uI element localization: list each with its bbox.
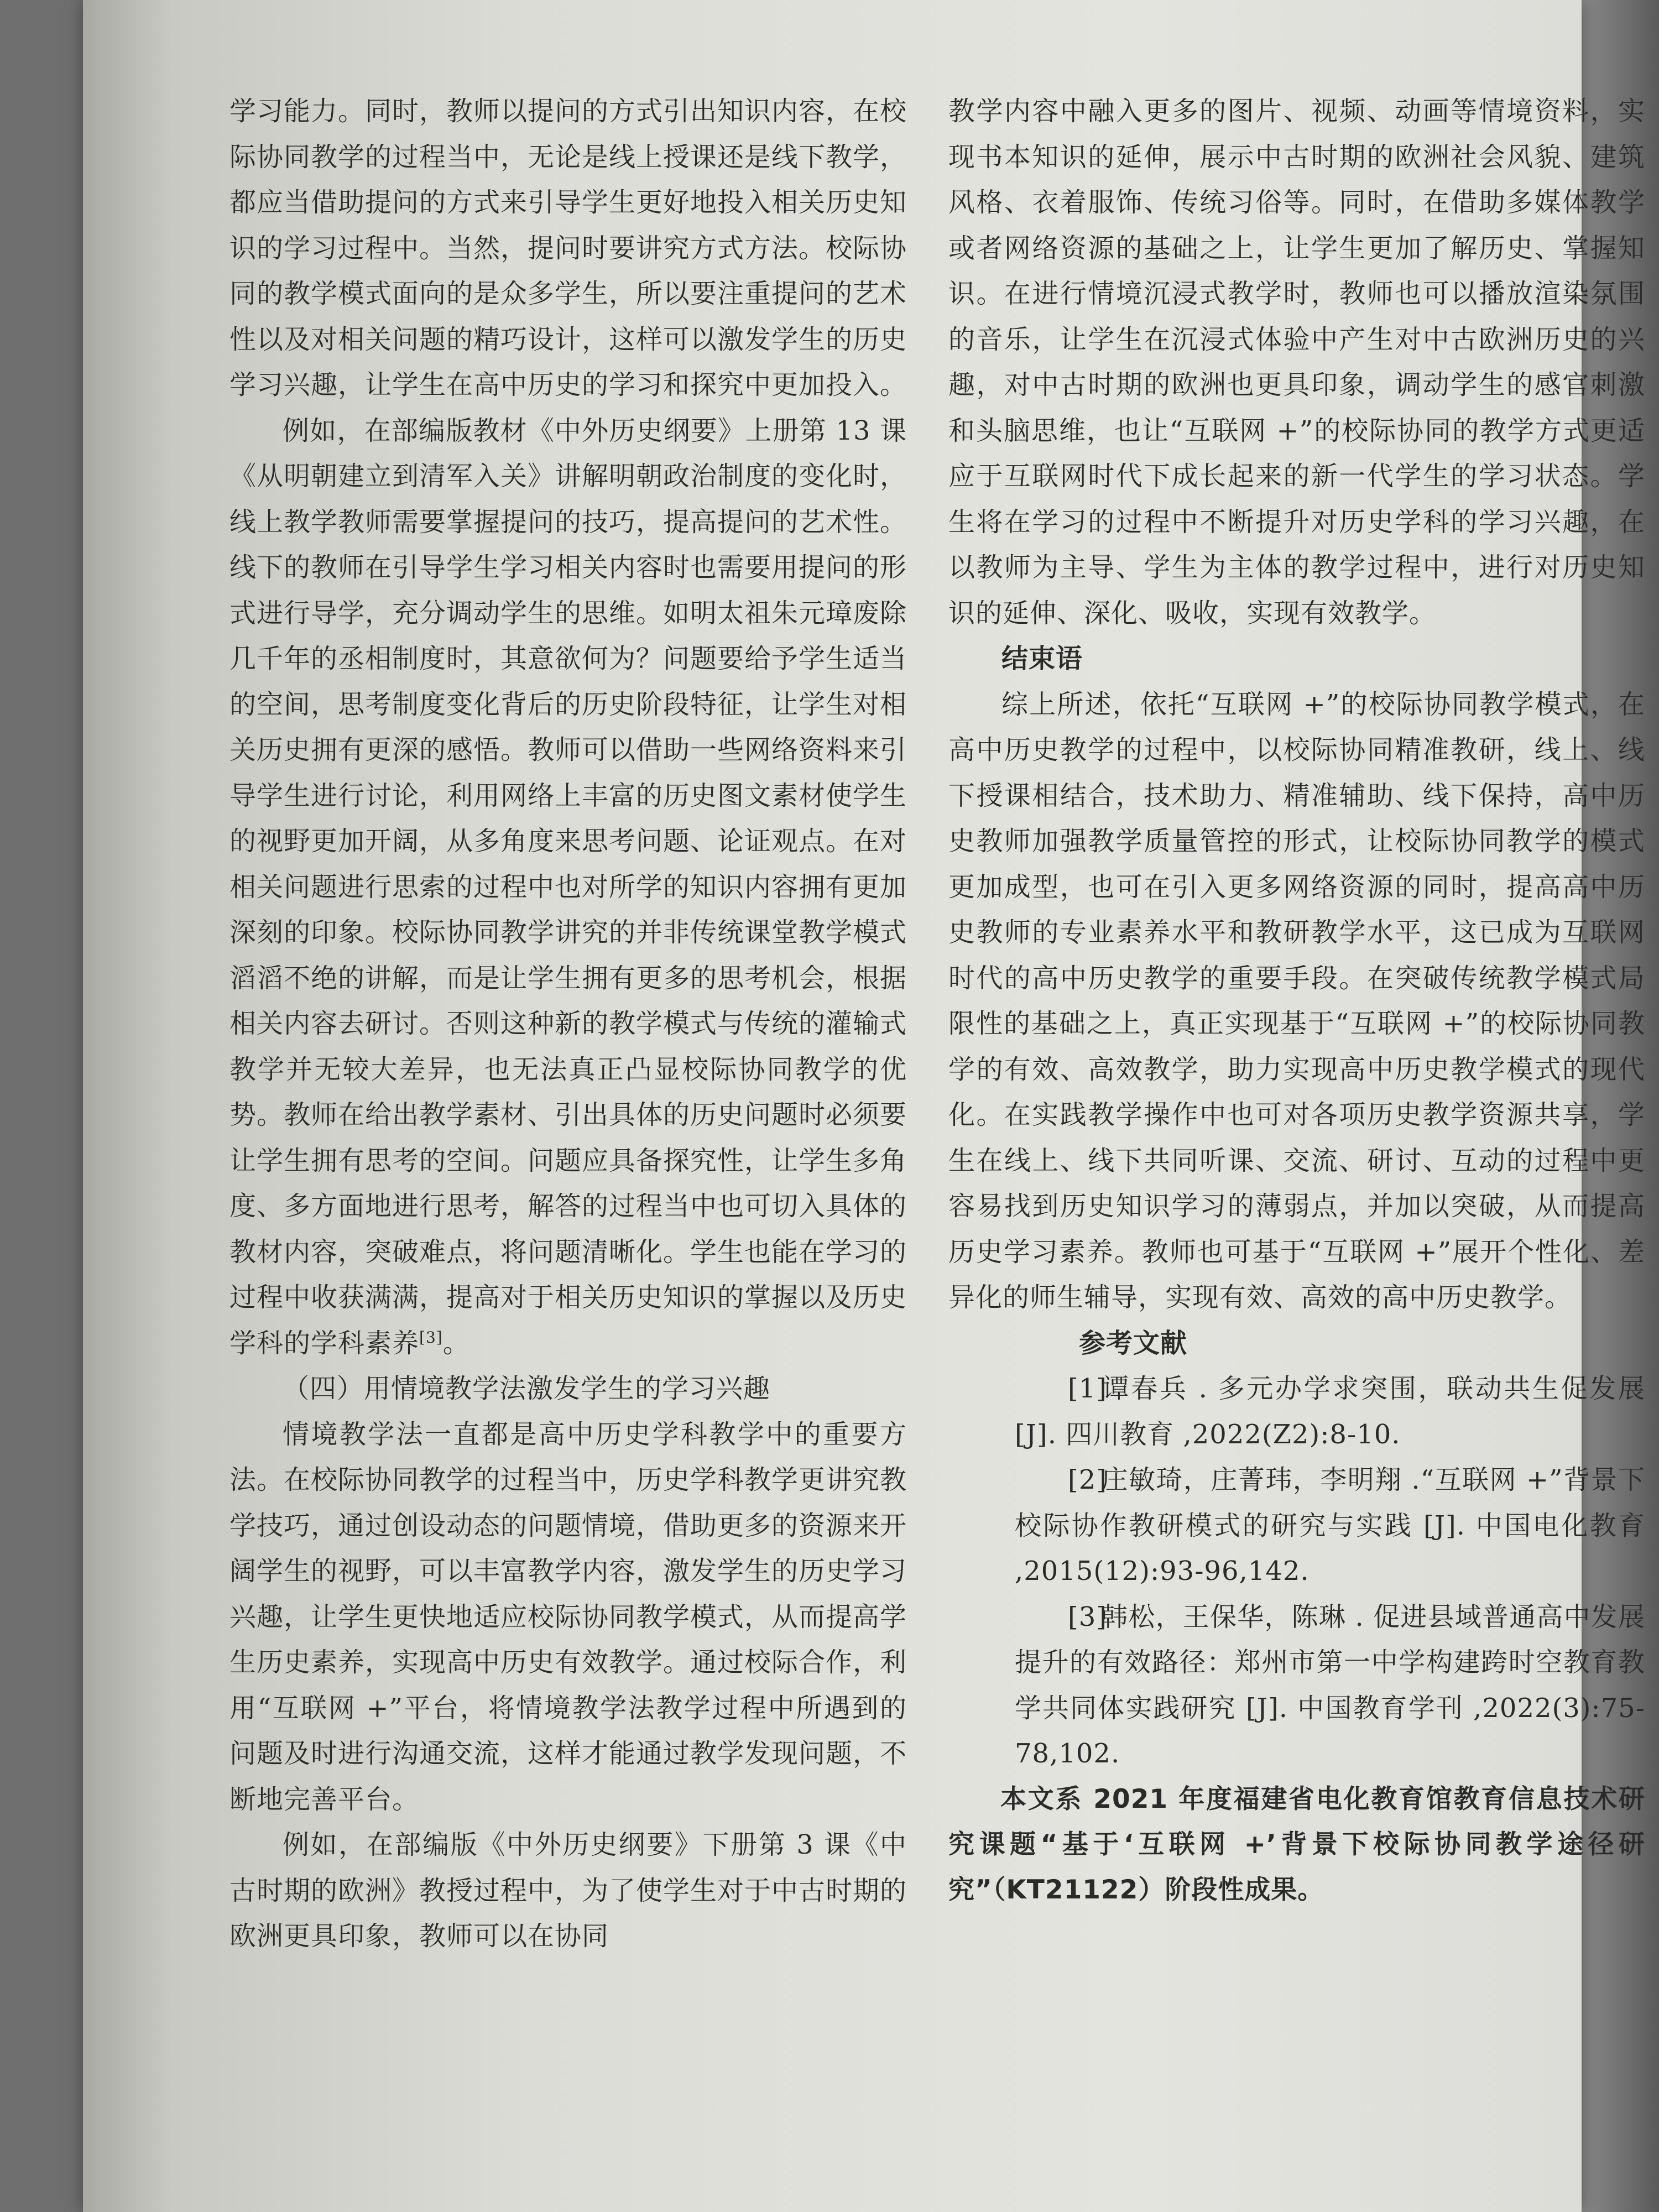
reference-item — [948, 1594, 1645, 1777]
reference-text: 谭春兵 . 多元办学求突围，联动共生促发展 [J]. 四川教育 ,2022(Z2):8-10. — [1015, 1373, 1645, 1450]
reference-item — [948, 1366, 1645, 1457]
reference-number: [2] — [1068, 1464, 1107, 1495]
document-page — [83, 0, 1645, 2212]
paragraph: 情境教学法一直都是高中历史学科教学中的重要方法。在校际协同教学的过程当中，历史学科教学更讲究教学技巧，通过创设动态的问题情境，借助更多的资源来开阔学生的视野，可以丰富教学内容，激发学生的历史学习兴趣，让学生更快地适应校际协同教学模式，从而提高学生历史素养，实现高中历史有效教学。通过校际合作，利用“互联网 +”平台，将情境教学法教学过程中所遇到的问题及时进行沟通交流，这样才能通过教学发现问题，不断地完善平台。 — [229, 1418, 907, 1815]
paragraph-text: 例如，在部编版教材《中外历史纲要》上册第 13 课《从明朝建立到清军入关》讲解明朝政治制度的变化时，线上教学教师需要掌握提问的技巧，提高提问的艺术性。线下的教师在引导学生学习相关内容时也需要用提问的形式进行导学，充分调动学生的思维。如明太祖朱元璋废除几千年的丞相制度时，其意欲何为？问题要给予学生适当的空间，思考制度变化背后的历史阶段特征，让学生对相关历史拥有更深的感悟。教师可以借助一些网络资料来引导学生进行讨论，利用网络上丰富的历史图文素材使学生的视野更加开阔，从多角度来思考问题、论证观点。在对相关问题进行思索的过程中也对所学的知识内容拥有更加深刻的印象。校际协同教学讲究的并非传统课堂教学模式滔滔不绝的讲解，而是让学生拥有更多的思考机会，根据相关内容去研讨。否则这种新的教学模式与传统的灌输式教学并无较大差异，也无法真正凸显校际协同教学的优势。教师在给出教学素材、引出具体的历史问题时必须要让学生拥有思考的空间。问题应具备探究性，让学生多角度、多方面地进行思考，解答的过程当中也可切入具体的教材内容，突破难点，将问题清晰化。学生也能在学习的过程中收获满满，提高对于相关历史知识的掌握以及历史学科的学科素养 — [229, 415, 907, 1359]
funding-note: 本文系 2021 年度福建省电化教育馆教育信息技术研究课题“基于‘互联网 +’背景下校际协同教学途径研究”（KT21122）阶段性成果。 — [948, 1783, 1645, 1905]
paragraph: 综上所述，依托“互联网 +”的校际协同教学模式，在高中历史教学的过程中，以校际协同精准教研，线上、线下授课相结合，技术助力、精准辅助、线下保持，高中历史教师加强教学质量管控的形式，让校际协同教学的模式更加成型，也可在引入更多网络资源的同时，提高高中历史教师的专业素养水平和教研教学水平，这已成为互联网时代的高中历史教学的重要手段。在突破传统教学模式局限性的基础之上，真正实现基于“互联网 +”的校际协同教学的有效、高效教学，助力实现高中历史教学模式的现代化。在实践教学操作中也可对各项历史教学资源共享，学生在线上、线下共同听课、交流、研讨、互动的过程中更容易找到历史知识学习的薄弱点，并加以突破，从而提高历史学习素养。教师也可基于“互联网 +”展开个性化、差异化的师生辅导，实现有效、高效的高中历史教学。 — [948, 688, 1645, 1313]
paragraph-end: 。 — [442, 1327, 470, 1359]
reference-number: [3] — [1068, 1601, 1107, 1632]
paragraph: 学习能力。同时，教师以提问的方式引出知识内容，在校际协同教学的过程当中，无论是线上授课还是线下教学，都应当借助提问的方式来引导学生更好地投入相关历史知识的学习过程中。当然，提问时要讲究方式方法。校际协同的教学模式面向的是众多学生，所以要注重提问的艺术性以及对相关问题的精巧设计，这样可以激发学生的历史学习兴趣，让学生在高中历史的学习和探究中更加投入。 — [229, 96, 907, 400]
reference-item — [948, 1457, 1645, 1594]
reference-text: 韩松，王保华，陈琳 . 促进县域普通高中发展提升的有效路径：郑州市第一中学构建跨时空教育教学共同体实践研究 [J]. 中国教育学刊 ,2022(3):75-78,102. — [1015, 1601, 1645, 1769]
paragraph — [229, 408, 907, 1366]
conclusion-heading: 结束语 — [1001, 643, 1083, 674]
right-column — [948, 88, 1645, 1913]
reference-number: [1] — [1068, 1373, 1107, 1404]
references-heading: 参考文献 — [1079, 1327, 1188, 1359]
citation-mark: [3] — [419, 1328, 443, 1347]
section-subheading: （四）用情境教学法激发学生的学习兴趣 — [283, 1373, 771, 1404]
left-column — [229, 88, 907, 1959]
paragraph: 教学内容中融入更多的图片、视频、动画等情境资料，实现书本知识的延伸，展示中古时期的欧洲社会风貌、建筑风格、衣着服饰、传统习俗等。同时，在借助多媒体教学或者网络资源的基础之上，让学生更加了解历史、掌握知识。在进行情境沉浸式教学时，教师也可以播放渲染氛围的音乐，让学生在沉浸式体验中产生对中古欧洲历史的兴趣，对中古时期的欧洲也更具印象，调动学生的感官刺激和头脑思维，也让“互联网 +”的校际协同的教学方式更适应于互联网时代下成长起来的新一代学生的学习状态。学生将在学习的过程中不断提升对历史学科的学习兴趣，在以教师为主导、学生为主体的教学过程中，进行对历史知识的延伸、深化、吸收，实现有效教学。 — [948, 96, 1645, 629]
paragraph: 例如，在部编版《中外历史纲要》下册第 3 课《中古时期的欧洲》教授过程中，为了使学生对于中古时期的欧洲更具印象，教师可以在协同 — [229, 1829, 907, 1952]
reference-text: 庄敏琦，庄菁玮，李明翔 .“互联网 +”背景下校际协作教研模式的研究与实践 [J]. 中国电化教育 ,2015(12):93-96,142. — [1015, 1464, 1645, 1587]
